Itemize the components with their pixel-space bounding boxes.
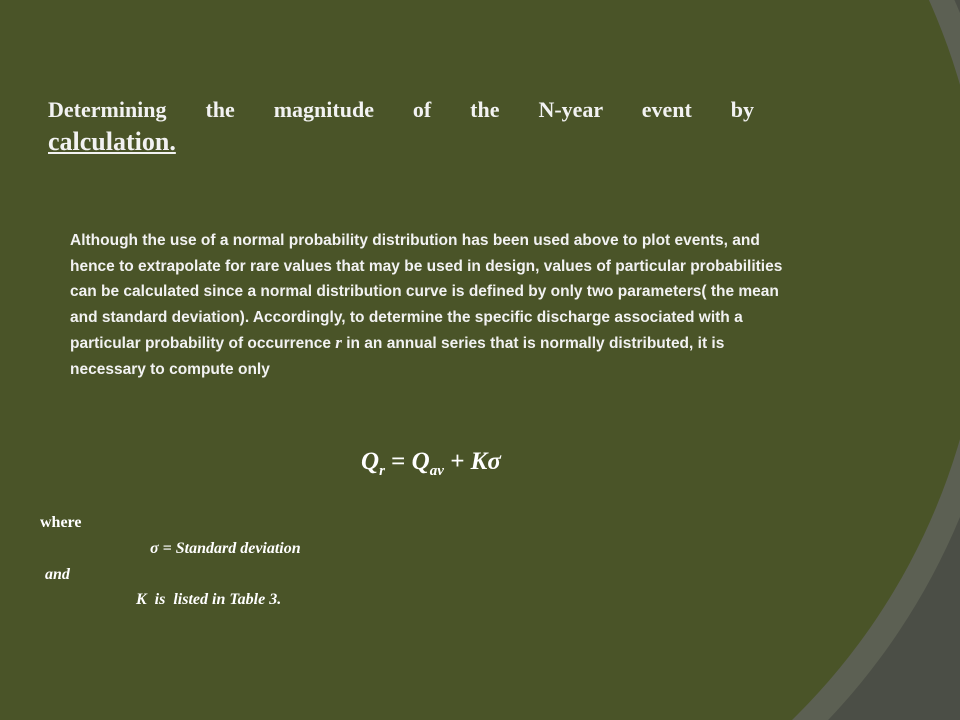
k-definition <box>136 591 281 609</box>
sigma-symbol: σ <box>150 540 159 557</box>
equation-rhs-sub: av <box>429 463 444 479</box>
equation-rhs-q: Q <box>411 448 430 475</box>
and-label: and <box>45 566 70 583</box>
equation-rhs-rest: + K <box>443 448 488 475</box>
variable-r: r <box>335 333 342 353</box>
sigma-definition <box>150 540 301 558</box>
equation-sigma: σ <box>487 448 501 475</box>
equation <box>361 448 501 480</box>
equation-lhs: Q <box>361 448 380 475</box>
sigma-def-text: = Standard deviation <box>158 540 301 557</box>
k-symbol: K <box>136 591 147 608</box>
slide-title-line2: calculation. <box>48 127 176 156</box>
slide-title-line1: Determining the magnitude of the N-year event by <box>48 97 754 122</box>
body-paragraph <box>70 228 802 383</box>
where-label: where <box>40 514 82 531</box>
equation-equals: = <box>384 448 412 475</box>
equation-lhs-sub: r <box>379 463 385 479</box>
paragraph-part1: Although the use of a normal probability distribution has been used above to plot events, and hence to extrapolate for rare values that may be used in design, values of particular probabilities can be calculated since a normal distribution curve is defined by only two parameters( the mean and standard deviation). Accordingly, to determine the specific discharge associated with a particular probability of occurrence <box>70 232 783 353</box>
k-def-text: is listed in Table 3. <box>146 591 282 608</box>
paragraph-part2: in an annual series that is normally distributed, it is necessary to compute only <box>70 335 725 378</box>
